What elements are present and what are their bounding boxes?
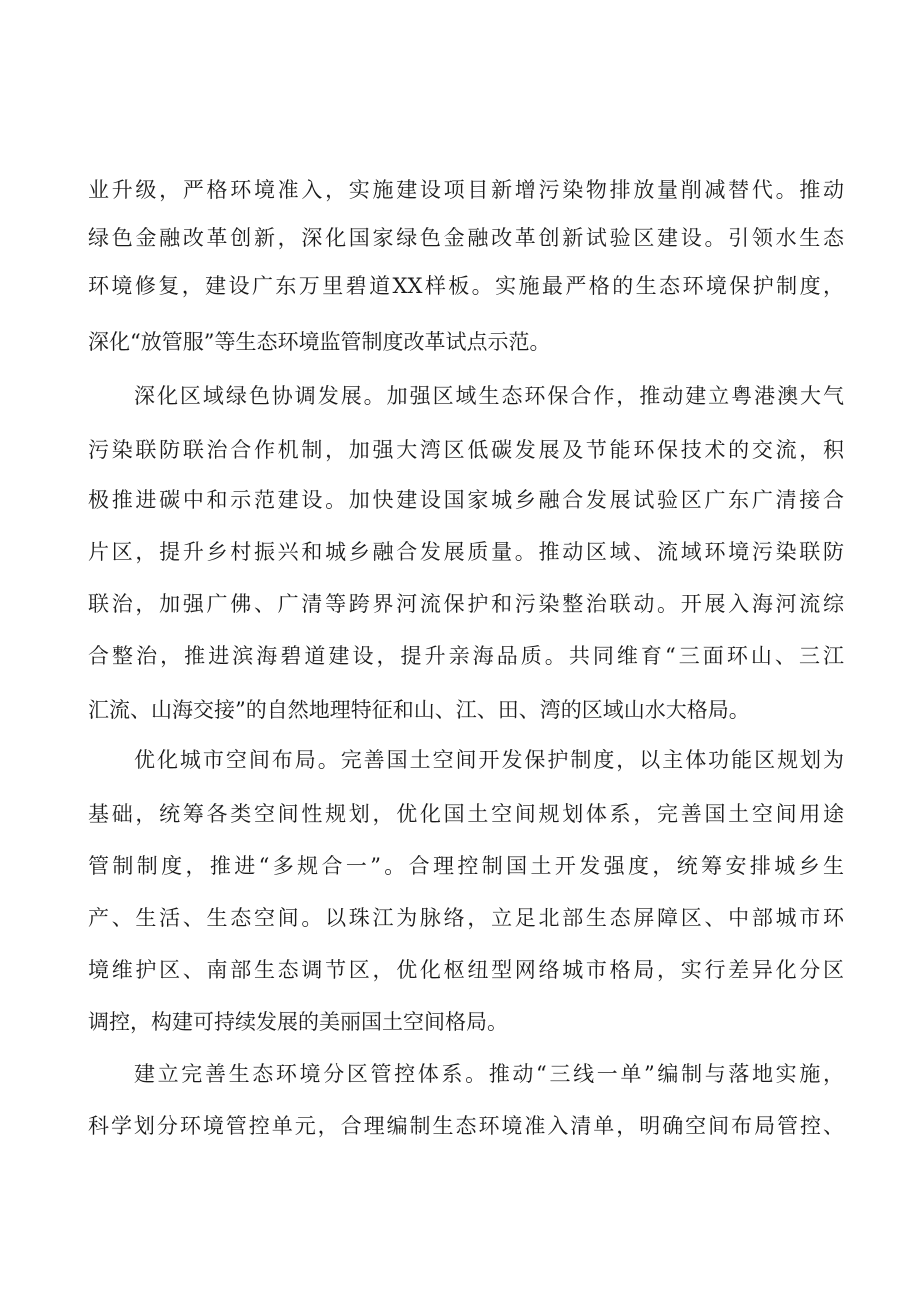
text-line: 合整治，推进滨海碧道建设，提升亲海品质。共同维育“三面环山、三江 xyxy=(88,644,844,668)
paragraph-first-line: 深化区域绿色协调发展。加强区域生态环保合作，推动建立粤港澳大气 xyxy=(134,384,844,408)
text-line: 境维护区、南部生态调节区，优化枢纽型网络城市格局，实行差异化分区 xyxy=(88,958,844,982)
text-line: 产、生活、生态空间。以珠江为脉络，立足北部生态屏障区、中部城市环 xyxy=(88,906,844,930)
paragraph-first-line: 建立完善生态环境分区管控体系。推动“三线一单”编制与落地实施， xyxy=(134,1062,844,1086)
text-line: 科学划分环境管控单元，合理编制生态环境准入清单，明确空间布局管控、 xyxy=(88,1114,844,1138)
text-line: 管制制度，推进“多规合一”。合理控制国土开发强度，统筹安排城乡生 xyxy=(88,854,844,878)
text-line: 联治，加强广佛、广清等跨界河流保护和污染整治联动。开展入海河流综 xyxy=(88,592,844,616)
text-line: 片区，提升乡村振兴和城乡融合发展质量。推动区域、流域环境污染联防 xyxy=(88,540,844,564)
paragraph-first-line: 优化城市空间布局。完善国土空间开发保护制度，以主体功能区规划为 xyxy=(134,748,844,772)
text-line: 汇流、山海交接”的自然地理特征和山、江、田、湾的区域山水大格局。 xyxy=(88,698,750,722)
text-line: 基础，统筹各类空间性规划，优化国土空间规划体系，完善国土空间用途 xyxy=(88,802,844,826)
text-line: 调控，构建可持续发展的美丽国土空间格局。 xyxy=(88,1010,508,1034)
text-line: 绿色金融改革创新，深化国家绿色金融改革创新试验区建设。引领水生态 xyxy=(88,226,844,250)
text-line: 业升级，严格环境准入，实施建设项目新增污染物排放量削减替代。推动 xyxy=(88,178,844,202)
text-line: 污染联防联治合作机制，加强大湾区低碳发展及节能环保技术的交流，积 xyxy=(88,438,844,462)
text-line: 极推进碳中和示范建设。加快建设国家城乡融合发展试验区广东广清接合 xyxy=(88,488,844,512)
text-line: 深化“放管服”等生态环境监管制度改革试点示范。 xyxy=(88,330,551,354)
text-line: 环境修复，建设广东万里碧道XX样板。实施最严格的生态环境保护制度， xyxy=(88,274,844,298)
